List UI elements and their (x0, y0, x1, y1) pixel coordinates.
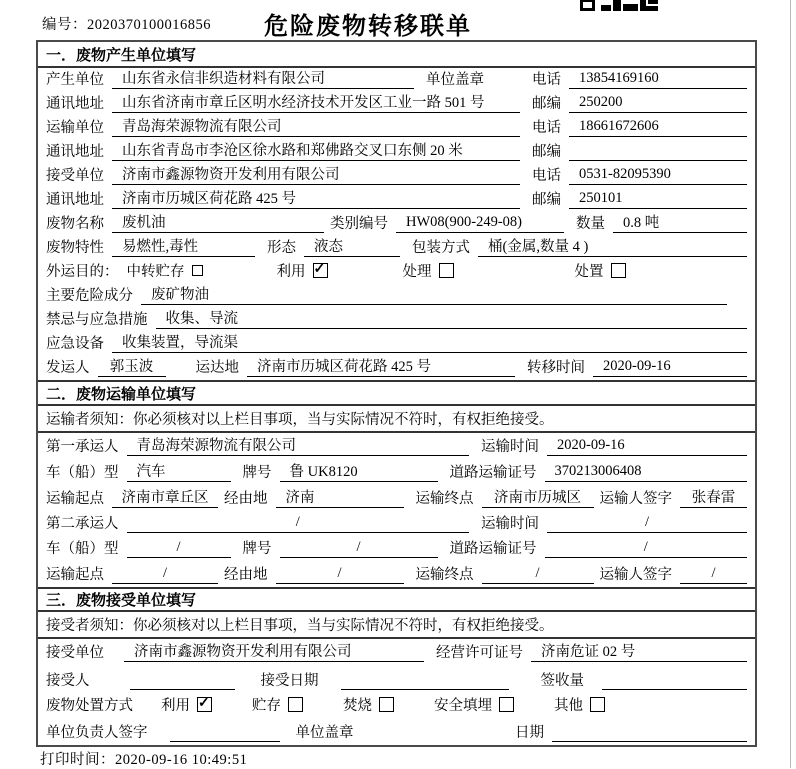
qr-code-fragment (580, 0, 660, 12)
disposal-option-use (161, 694, 212, 715)
accept-date-label: 接受日期 (260, 673, 319, 689)
via-label: 经由地 (224, 567, 268, 583)
transport-time-label: 运输时间 (481, 439, 539, 455)
producer-unit-row (38, 68, 755, 92)
receiver-notice-row (38, 612, 755, 639)
receiver-value: 济南市鑫源物资开发利用有限公司 (112, 163, 520, 185)
address-label: 通讯地址 (46, 96, 104, 112)
carrier1-via-value: 济南 (276, 486, 404, 508)
checkbox-disposal-other (590, 697, 605, 712)
producer-address-row (38, 92, 755, 116)
accept-unit-value: 济南市鑫源物资开发利用有限公司 (124, 640, 424, 662)
receiver-zip-value: 250101 (569, 190, 747, 209)
transporter-unit-row (38, 116, 755, 140)
end-label: 运输终点 (415, 567, 474, 583)
carrier1-vehicle-value: 汽车 (127, 460, 231, 482)
carrier2-plate-value: / (280, 539, 438, 558)
disposal-option-label: 贮存 (252, 698, 281, 714)
section2-header: 二．废物运输单位填写 (38, 380, 755, 406)
acceptor-label: 接受人 (46, 673, 90, 689)
hazard-row (38, 284, 755, 308)
character-value: 易燃性,毒性 (112, 235, 255, 257)
carrier2-origin-value: / (112, 565, 218, 584)
carrier2-label: 第二承运人 (46, 516, 119, 532)
packing-value: 桶(金属,数量 4 ) (478, 235, 747, 257)
head-sign-label: 单位负责人签字 (46, 725, 148, 741)
receiver-phone-value: 0531-82095390 (569, 166, 747, 185)
waste-name-label: 废物名称 (46, 216, 104, 232)
producer-zip-value: 250200 (569, 94, 747, 113)
date-value (552, 723, 747, 742)
carrier1-label: 第一承运人 (46, 439, 119, 455)
phone-label: 电话 (532, 120, 561, 136)
license-value: 济南危证 02 号 (531, 640, 747, 662)
carrier1-row (38, 433, 755, 459)
packing-label: 包装方式 (412, 240, 470, 256)
purpose-option-label: 利用 (276, 264, 306, 280)
accept-date-value (341, 671, 509, 690)
checkbox-storage (192, 265, 203, 276)
destination-value: 济南市历城区荷花路 425 号 (247, 355, 515, 377)
permit-label: 道路运输证号 (449, 465, 537, 481)
disposal-option-store (252, 694, 303, 715)
page-right-edge (790, 0, 791, 768)
disposal-option-label: 利用 (161, 698, 190, 714)
purpose-option-use (277, 260, 403, 281)
receiver-address-row (38, 188, 755, 212)
purpose-option-label: 处置 (574, 264, 604, 280)
destination-label: 运达地 (195, 360, 239, 376)
checkbox-use (313, 263, 328, 278)
disposal-option-burn (343, 694, 394, 715)
serial-label: 编号： (42, 17, 87, 33)
carrier2-permit-value: / (545, 539, 748, 558)
carrier2-route-row (38, 561, 755, 587)
quantity-label: 数量 (576, 216, 605, 232)
disposal-option-label: 安全填埋 (434, 698, 492, 714)
carrier1-time-value: 2020-09-16 (547, 437, 747, 456)
head-sign-row (38, 719, 755, 745)
carrier2-vehicle-row (38, 536, 755, 561)
carrier1-origin-value: 济南市章丘区 (112, 486, 218, 508)
carrier1-plate-value: 鲁 UK8120 (280, 460, 438, 482)
equipment-value: 收集装置，导流渠 (112, 331, 747, 353)
carrier1-vehicle-row (38, 459, 755, 485)
purpose-row (38, 260, 755, 284)
checkbox-disposal-burn (379, 697, 394, 712)
sign-label: 运输人签字 (599, 567, 672, 583)
checkbox-treat (439, 263, 454, 278)
checkbox-disposal-landfill (499, 697, 514, 712)
carrier2-value: / (127, 514, 470, 533)
transporter-phone-value: 18661672606 (569, 118, 747, 137)
category-label: 类别编号 (330, 216, 388, 232)
character-label: 废物特性 (46, 240, 104, 256)
checkbox-disposal-store (288, 697, 303, 712)
waste-name-row (38, 212, 755, 236)
head-sign-value (170, 723, 280, 742)
shipper-label: 发运人 (46, 360, 90, 376)
via-label: 经由地 (224, 491, 268, 507)
carrier2-time-value: / (547, 514, 747, 533)
zip-label: 邮编 (532, 96, 561, 112)
transporter-notice-text: 运输者须知：你必须核对以上栏目事项，当与实际情况不符时，有权拒绝接受。 (46, 412, 554, 428)
address-label: 通讯地址 (46, 192, 104, 208)
phone-label: 电话 (532, 72, 561, 88)
purpose-label: 外运目的： (46, 264, 119, 280)
carrier1-permit-value: 370213006408 (545, 463, 748, 482)
carrier2-end-value: / (482, 565, 594, 584)
purpose-option-treat (403, 260, 575, 281)
acceptor-row (38, 665, 755, 693)
plate-label: 牌号 (242, 541, 272, 557)
purpose-option-label: 处理 (402, 264, 432, 280)
category-value: HW08(900-249-08) (396, 214, 564, 233)
carrier2-via-value: / (276, 565, 404, 584)
transport-time-label: 运输时间 (481, 516, 539, 532)
emergency-label: 禁忌与应急措施 (46, 312, 148, 328)
print-time-label: 打印时间： (40, 752, 115, 768)
carrier2-vehicle-value: / (127, 539, 231, 558)
accept-unit-label: 接受单位 (46, 645, 104, 661)
transfer-form-table (36, 40, 757, 747)
producer-label: 产生单位 (46, 72, 104, 88)
transporter-zip-value (569, 142, 747, 161)
transporter-notice-row (38, 406, 755, 433)
producer-phone-value: 13854169160 (569, 70, 747, 89)
amount-value (602, 671, 747, 690)
emergency-value: 收集、导流 (156, 307, 748, 329)
disposal-option-label: 焚烧 (343, 698, 372, 714)
print-time-value: 2020-09-16 10:49:51 (115, 752, 248, 768)
carrier1-sign-value: 张春雷 (680, 486, 747, 508)
transporter-address-row (38, 140, 755, 164)
carrier1-route-row (38, 485, 755, 511)
receiver-notice-text: 接受者须知：你必须核对以上栏目事项，当与实际情况不符时，有权拒绝接受。 (46, 618, 554, 634)
origin-label: 运输起点 (46, 491, 104, 507)
carrier2-sign-value: / (680, 565, 747, 584)
form-label: 形态 (267, 240, 296, 256)
transporter-label: 运输单位 (46, 120, 104, 136)
zip-label: 邮编 (532, 192, 561, 208)
equipment-row (38, 332, 755, 356)
amount-label: 签收量 (540, 673, 584, 689)
transfer-time-label: 转移时间 (527, 360, 585, 376)
producer-value: 山东省永信非织造材料有限公司 (112, 67, 414, 89)
purpose-option-dispose (575, 260, 626, 281)
shipper-value: 郭玉波 (98, 355, 166, 377)
purpose-option-label: 中转贮存 (126, 264, 185, 280)
disposal-option-label: 其他 (554, 698, 583, 714)
address-label: 通讯地址 (46, 144, 104, 160)
hazard-label: 主要危险成分 (46, 288, 133, 304)
unit-seal-label: 单位盖章 (426, 72, 484, 88)
producer-address-value: 山东省济南市章丘区明水经济技术开发区工业一路 501 号 (112, 91, 520, 113)
unit-seal-label: 单位盖章 (295, 725, 354, 741)
emergency-row (38, 308, 755, 332)
waste-name-value: 废机油 (112, 211, 324, 233)
sign-label: 运输人签字 (599, 491, 672, 507)
vehicle-label: 车（船）型 (46, 541, 119, 557)
checkbox-dispose (611, 263, 626, 278)
accept-unit-row (38, 639, 755, 665)
disposal-option-landfill (434, 694, 514, 715)
receiver-address-value: 济南市历城区荷花路 425 号 (112, 187, 520, 209)
carrier1-value: 青岛海荣源物流有限公司 (127, 434, 470, 456)
phone-label: 电话 (532, 168, 561, 184)
zip-label: 邮编 (532, 144, 561, 160)
transporter-address-value: 山东省青岛市李沧区徐水路和郑佛路交叉口东侧 20 米 (112, 139, 520, 161)
carrier2-row (38, 511, 755, 536)
vehicle-label: 车（船）型 (46, 465, 119, 481)
carrier1-end-value: 济南市历城区 (482, 486, 594, 508)
quantity-value: 0.8 吨 (613, 211, 747, 233)
receiver-label: 接受单位 (46, 168, 104, 184)
section1-header: 一．废物产生单位填写 (38, 42, 755, 68)
page-title: 危险废物转移联单 (264, 13, 472, 40)
waste-character-row (38, 236, 755, 260)
serial-value: 2020370100016856 (87, 17, 211, 33)
disposal-option-other (554, 694, 605, 715)
acceptor-value (130, 671, 235, 690)
form-header (0, 0, 796, 40)
plate-label: 牌号 (242, 465, 272, 481)
shipper-row (38, 356, 755, 380)
date-label: 日期 (515, 725, 544, 741)
checkbox-disposal-use (197, 697, 212, 712)
permit-label: 道路运输证号 (449, 541, 537, 557)
disposal-row (38, 693, 755, 719)
hazard-value: 废矿物油 (141, 283, 727, 305)
purpose-option-storage (127, 260, 277, 281)
form-value: 液态 (304, 235, 400, 257)
origin-label: 运输起点 (46, 567, 104, 583)
disposal-label: 废物处置方式 (46, 698, 133, 714)
section3-header: 三．废物接受单位填写 (38, 587, 755, 612)
receiver-unit-row (38, 164, 755, 188)
transporter-value: 青岛海荣源物流有限公司 (112, 115, 520, 137)
equipment-label: 应急设备 (46, 336, 104, 352)
transfer-time-value: 2020-09-16 (593, 358, 747, 377)
print-time (40, 748, 247, 769)
license-label: 经营许可证号 (436, 645, 523, 661)
end-label: 运输终点 (415, 491, 474, 507)
